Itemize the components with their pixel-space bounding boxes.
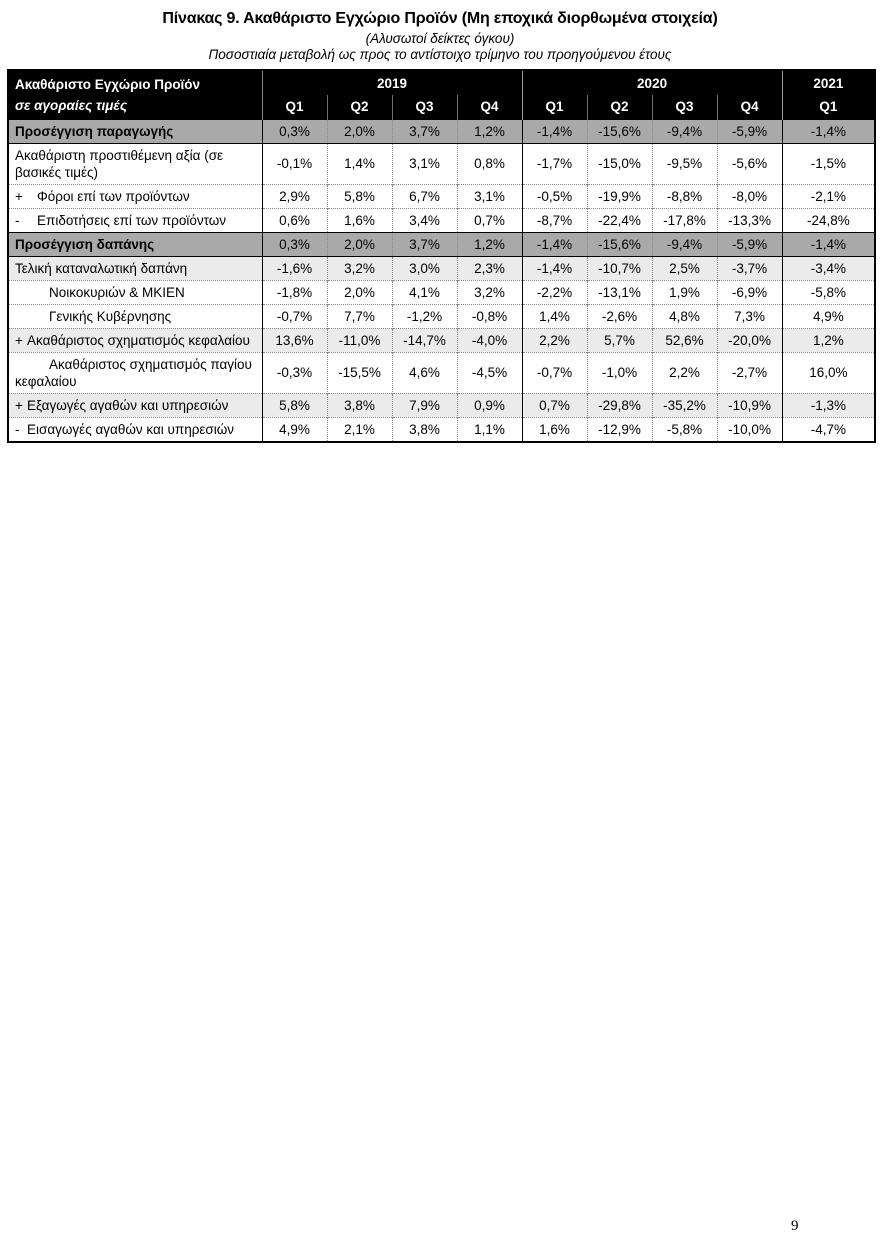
table-row <box>8 328 875 352</box>
value-cell: 1,2% <box>457 232 522 256</box>
row-label-cell <box>8 232 262 256</box>
table-row <box>8 393 875 417</box>
quarter-header: Q2 <box>587 95 652 119</box>
table-row <box>8 304 875 328</box>
value-cell: 0,3% <box>262 119 327 143</box>
value-cell: -5,8% <box>652 417 717 442</box>
value-cell: -0,7% <box>262 304 327 328</box>
year-header: 2019 <box>262 70 522 95</box>
page-title: Πίνακας 9. Ακαθάριστο Εγχώριο Προϊόν (Μη εποχικά διορθωμένα στοιχεία) <box>162 10 718 27</box>
value-cell: -10,0% <box>717 417 782 442</box>
value-cell: -10,9% <box>717 393 782 417</box>
value-cell: -1,4% <box>782 119 875 143</box>
value-cell: 4,1% <box>392 280 457 304</box>
value-cell: -5,9% <box>717 119 782 143</box>
value-cell: 1,1% <box>457 417 522 442</box>
row-header-title: Ακαθάριστο Εγχώριο Προϊόν <box>15 76 201 92</box>
quarter-header: Q1 <box>522 95 587 119</box>
value-cell: -4,7% <box>782 417 875 442</box>
value-cell: -3,7% <box>717 256 782 280</box>
value-cell: -1,8% <box>262 280 327 304</box>
row-header-subtitle: σε αγοραίες τιμές <box>15 97 128 113</box>
table-row <box>8 417 875 442</box>
table-row <box>8 256 875 280</box>
value-cell: -1,4% <box>522 256 587 280</box>
value-cell: 3,7% <box>392 232 457 256</box>
value-cell: -1,3% <box>782 393 875 417</box>
table-body <box>8 119 875 442</box>
value-cell: 2,0% <box>327 280 392 304</box>
value-cell: 2,9% <box>262 184 327 208</box>
value-cell: -15,6% <box>587 119 652 143</box>
value-cell: 0,3% <box>262 232 327 256</box>
value-cell: 7,7% <box>327 304 392 328</box>
subtitle-volume-indices: (Αλυσωτοί δείκτες όγκου) <box>365 31 515 46</box>
value-cell: -5,9% <box>717 232 782 256</box>
row-label-cell <box>8 393 262 417</box>
value-cell: -13,3% <box>717 208 782 232</box>
row-label: Φόροι επί των προϊόντων <box>37 188 190 204</box>
table-row <box>8 208 875 232</box>
row-prefix: - <box>15 212 20 228</box>
value-cell: 1,2% <box>782 328 875 352</box>
quarter-header: Q1 <box>262 95 327 119</box>
table-row <box>8 352 875 393</box>
value-cell: 6,7% <box>392 184 457 208</box>
value-cell: 0,7% <box>457 208 522 232</box>
value-cell: -29,8% <box>587 393 652 417</box>
value-cell: 1,6% <box>522 417 587 442</box>
value-cell: 0,8% <box>457 143 522 184</box>
row-label-cell <box>8 304 262 328</box>
value-cell: -22,4% <box>587 208 652 232</box>
value-cell: -1,4% <box>522 232 587 256</box>
row-label: Ακαθάριστος σχηματισμός κεφαλαίου <box>27 332 250 348</box>
value-cell: 13,6% <box>262 328 327 352</box>
value-cell: -14,7% <box>392 328 457 352</box>
table-row <box>8 232 875 256</box>
value-cell: 2,3% <box>457 256 522 280</box>
value-cell: -2,2% <box>522 280 587 304</box>
value-cell: -5,6% <box>717 143 782 184</box>
row-label-cell <box>8 208 262 232</box>
value-cell: -0,8% <box>457 304 522 328</box>
value-cell: -0,5% <box>522 184 587 208</box>
table-header <box>8 70 875 119</box>
row-prefix: + <box>15 188 23 204</box>
gdp-table <box>7 69 876 443</box>
value-cell: 52,6% <box>652 328 717 352</box>
table-row <box>8 119 875 143</box>
value-cell: -1,5% <box>782 143 875 184</box>
value-cell: 3,8% <box>392 417 457 442</box>
value-cell: 4,9% <box>262 417 327 442</box>
value-cell: 5,8% <box>262 393 327 417</box>
value-cell: 3,7% <box>392 119 457 143</box>
value-cell: 16,0% <box>782 352 875 393</box>
row-label-cell <box>8 328 262 352</box>
value-cell: -2,7% <box>717 352 782 393</box>
value-cell: -17,8% <box>652 208 717 232</box>
row-prefix: + <box>15 332 23 348</box>
value-cell: -20,0% <box>717 328 782 352</box>
value-cell: 2,2% <box>522 328 587 352</box>
row-label-cell <box>8 119 262 143</box>
row-label-cell <box>8 256 262 280</box>
row-label: Ακαθάριστος σχηματισμός παγίου κεφαλαίου <box>15 356 252 389</box>
value-cell: 3,8% <box>327 393 392 417</box>
quarter-header: Q4 <box>717 95 782 119</box>
value-cell: 4,8% <box>652 304 717 328</box>
value-cell: -11,0% <box>327 328 392 352</box>
value-cell: -0,7% <box>522 352 587 393</box>
row-label: Προσέγγιση παραγωγής <box>15 123 174 139</box>
value-cell: 3,2% <box>457 280 522 304</box>
row-label-cell <box>8 143 262 184</box>
value-cell: -8,8% <box>652 184 717 208</box>
row-prefix: - <box>15 421 20 437</box>
value-cell: -1,0% <box>587 352 652 393</box>
row-label-cell <box>8 280 262 304</box>
value-cell: 3,1% <box>457 184 522 208</box>
value-cell: -9,4% <box>652 119 717 143</box>
value-cell: 3,2% <box>327 256 392 280</box>
value-cell: 5,7% <box>587 328 652 352</box>
quarter-header: Q3 <box>652 95 717 119</box>
row-label: Εισαγωγές αγαθών και υπηρεσιών <box>27 421 235 437</box>
value-cell: -24,8% <box>782 208 875 232</box>
value-cell: 7,3% <box>717 304 782 328</box>
year-header-row <box>8 70 875 95</box>
value-cell: -15,0% <box>587 143 652 184</box>
value-cell: -19,9% <box>587 184 652 208</box>
value-cell: -1,4% <box>522 119 587 143</box>
title-block <box>0 0 880 62</box>
value-cell: 1,2% <box>457 119 522 143</box>
value-cell: -8,7% <box>522 208 587 232</box>
value-cell: -3,4% <box>782 256 875 280</box>
value-cell: 1,6% <box>327 208 392 232</box>
value-cell: -8,0% <box>717 184 782 208</box>
value-cell: 7,9% <box>392 393 457 417</box>
row-header-cell <box>8 70 262 119</box>
table-row <box>8 184 875 208</box>
value-cell: -9,5% <box>652 143 717 184</box>
value-cell: -1,6% <box>262 256 327 280</box>
value-cell: -15,6% <box>587 232 652 256</box>
value-cell: -9,4% <box>652 232 717 256</box>
row-label: Γενικής Κυβέρνησης <box>49 308 172 324</box>
value-cell: 2,0% <box>327 119 392 143</box>
value-cell: 3,0% <box>392 256 457 280</box>
table-row <box>8 143 875 184</box>
value-cell: 0,9% <box>457 393 522 417</box>
row-prefix: + <box>15 397 23 413</box>
subtitle-percentage-change: Ποσοστιαία μεταβολή ως προς το αντίστοιχο τρίμηνο του προηγούμενου έτους <box>208 47 672 62</box>
value-cell: -1,2% <box>392 304 457 328</box>
value-cell: 3,4% <box>392 208 457 232</box>
row-label: Επιδοτήσεις επί των προϊόντων <box>37 212 227 228</box>
value-cell: -6,9% <box>717 280 782 304</box>
value-cell: -12,9% <box>587 417 652 442</box>
value-cell: -2,1% <box>782 184 875 208</box>
value-cell: -1,4% <box>782 232 875 256</box>
quarter-header: Q3 <box>392 95 457 119</box>
value-cell: 4,6% <box>392 352 457 393</box>
value-cell: 2,5% <box>652 256 717 280</box>
row-label-cell <box>8 417 262 442</box>
row-label: Εξαγωγές αγαθών και υπηρεσιών <box>27 397 229 413</box>
value-cell: -15,5% <box>327 352 392 393</box>
value-cell: 1,4% <box>522 304 587 328</box>
table-row <box>8 280 875 304</box>
value-cell: -4,5% <box>457 352 522 393</box>
page-number: 9 <box>791 1218 799 1234</box>
value-cell: 3,1% <box>392 143 457 184</box>
value-cell: 2,2% <box>652 352 717 393</box>
year-header: 2020 <box>522 70 782 95</box>
quarter-header: Q4 <box>457 95 522 119</box>
value-cell: -4,0% <box>457 328 522 352</box>
value-cell: 1,4% <box>327 143 392 184</box>
value-cell: -10,7% <box>587 256 652 280</box>
value-cell: -0,1% <box>262 143 327 184</box>
value-cell: 5,8% <box>327 184 392 208</box>
value-cell: -13,1% <box>587 280 652 304</box>
value-cell: 1,9% <box>652 280 717 304</box>
row-label: Προσέγγιση δαπάνης <box>15 236 155 252</box>
value-cell: 0,6% <box>262 208 327 232</box>
value-cell: -35,2% <box>652 393 717 417</box>
value-cell: -1,7% <box>522 143 587 184</box>
value-cell: 4,9% <box>782 304 875 328</box>
value-cell: 2,0% <box>327 232 392 256</box>
quarter-header: Q1 <box>782 95 875 119</box>
row-label-cell <box>8 184 262 208</box>
value-cell: 0,7% <box>522 393 587 417</box>
row-label: Ακαθάριστη προστιθέμενη αξία (σε βασικές τιμές) <box>15 147 224 180</box>
value-cell: -2,6% <box>587 304 652 328</box>
value-cell: -5,8% <box>782 280 875 304</box>
year-header: 2021 <box>782 70 875 95</box>
row-label-cell <box>8 352 262 393</box>
row-label: Νοικοκυριών & ΜΚΙΕΝ <box>49 284 185 300</box>
value-cell: 2,1% <box>327 417 392 442</box>
quarter-header: Q2 <box>327 95 392 119</box>
row-label: Τελική καταναλωτική δαπάνη <box>15 260 188 276</box>
value-cell: -0,3% <box>262 352 327 393</box>
